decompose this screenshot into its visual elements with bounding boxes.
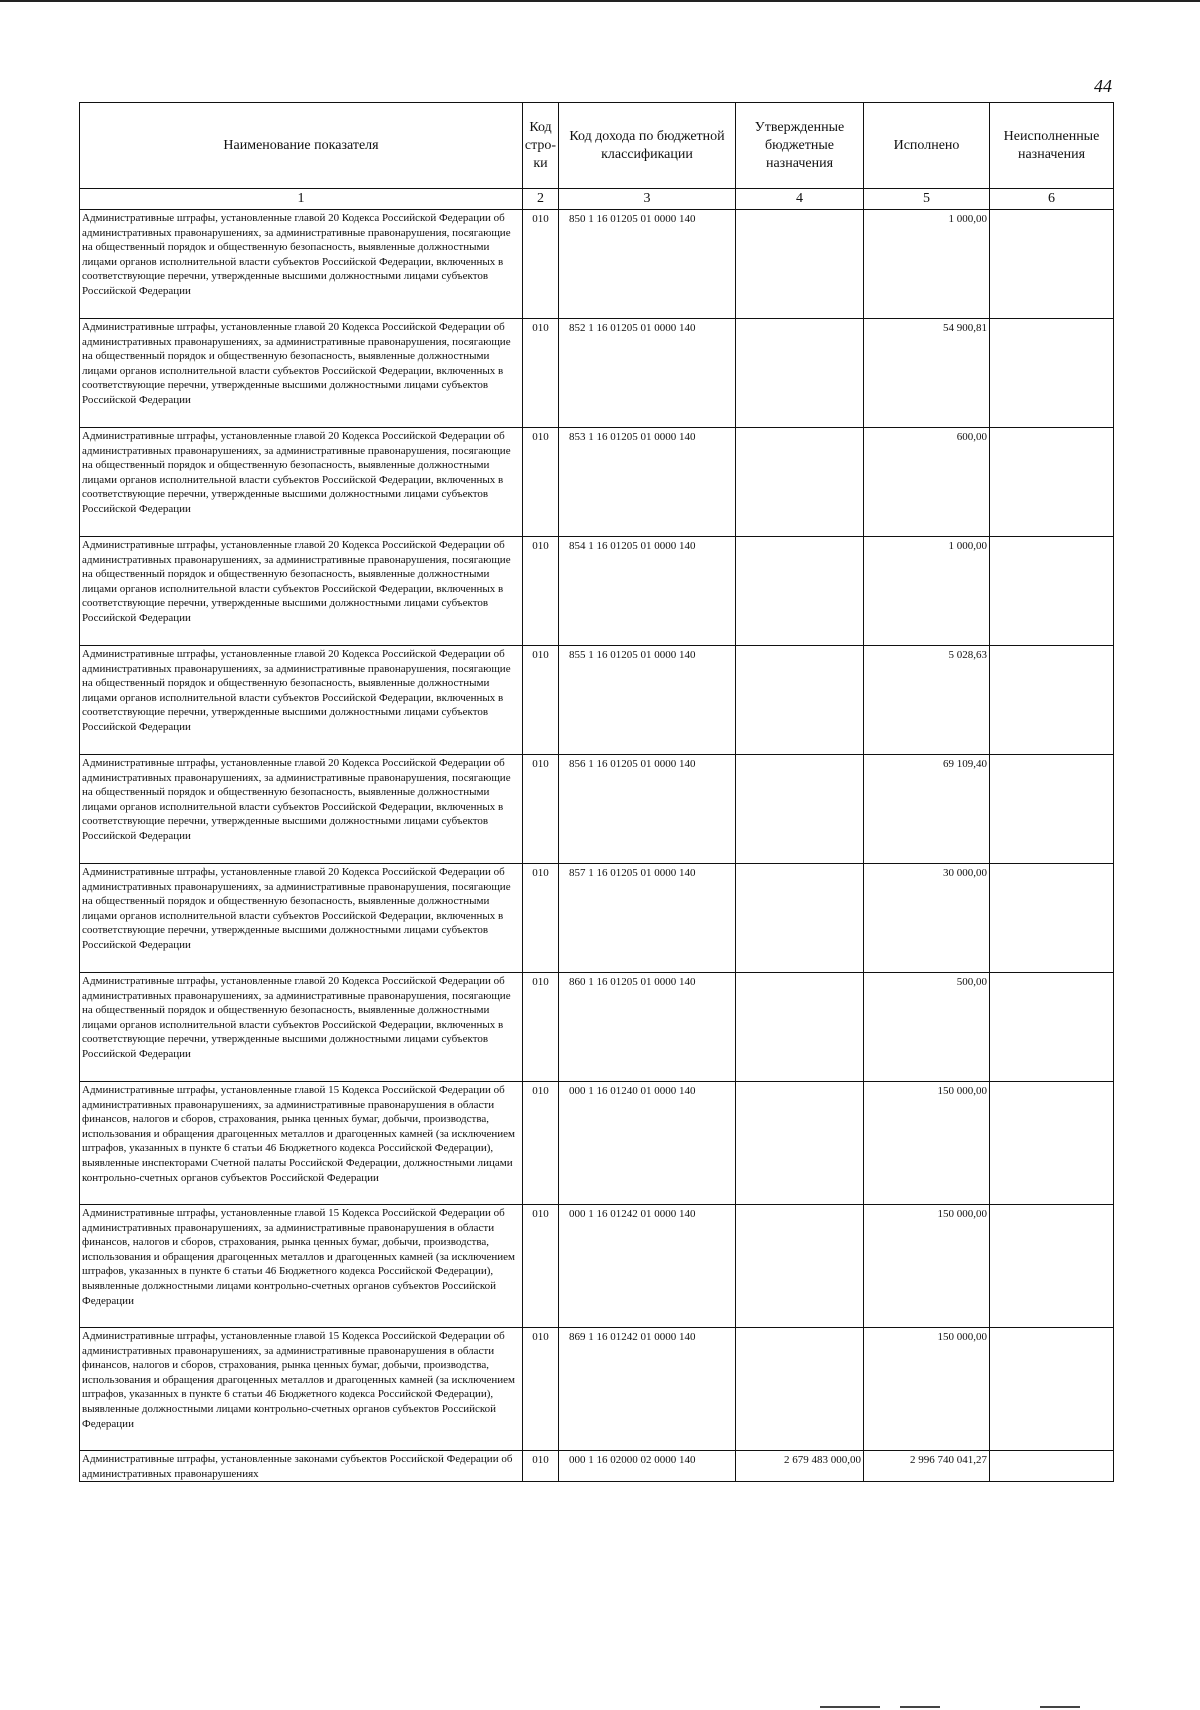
row-approved <box>736 210 864 319</box>
table-row <box>80 537 1114 646</box>
column-number: 5 <box>864 189 990 210</box>
row-income-code: 869 1 16 01242 01 0000 140 <box>559 1328 736 1451</box>
table-row <box>80 210 1114 319</box>
header-income-code: Код дохода по бюджетной классификации <box>559 103 736 189</box>
row-approved <box>736 755 864 864</box>
row-executed: 500,00 <box>864 973 990 1082</box>
table-row <box>80 428 1114 537</box>
table-row <box>80 755 1114 864</box>
row-executed: 69 109,40 <box>864 755 990 864</box>
row-code: 010 <box>523 537 559 646</box>
column-number-row <box>80 189 1114 210</box>
row-code: 010 <box>523 646 559 755</box>
row-code: 010 <box>523 1451 559 1482</box>
row-approved <box>736 864 864 973</box>
table-row <box>80 1451 1114 1482</box>
row-income-code: 855 1 16 01205 01 0000 140 <box>559 646 736 755</box>
row-name: Административные штрафы, установленные главой 20 Кодекса Российской Федерации об административных правонарушениях, за административные правонарушения, посягающие на общественный порядок и общественную безопасность, выявленные должностными лицами органов исполнительной власти субъектов Российской Федерации, включенных в соответствующие перечни, утвержденные высшими должностными лицами субъектов Российской Федерации <box>80 755 523 864</box>
header-name: Наименование показателя <box>80 103 523 189</box>
row-executed: 150 000,00 <box>864 1082 990 1205</box>
row-unexecuted <box>990 973 1114 1082</box>
row-unexecuted <box>990 1451 1114 1482</box>
row-unexecuted <box>990 537 1114 646</box>
row-approved <box>736 428 864 537</box>
row-unexecuted <box>990 319 1114 428</box>
row-income-code: 850 1 16 01205 01 0000 140 <box>559 210 736 319</box>
row-code: 010 <box>523 319 559 428</box>
row-executed: 2 996 740 041,27 <box>864 1451 990 1482</box>
table-row <box>80 864 1114 973</box>
row-unexecuted <box>990 1082 1114 1205</box>
row-executed: 54 900,81 <box>864 319 990 428</box>
row-unexecuted <box>990 864 1114 973</box>
row-approved <box>736 1328 864 1451</box>
scan-top-border <box>0 0 1200 2</box>
row-executed: 150 000,00 <box>864 1205 990 1328</box>
row-code: 010 <box>523 973 559 1082</box>
row-approved <box>736 646 864 755</box>
table-row <box>80 973 1114 1082</box>
row-approved <box>736 973 864 1082</box>
row-unexecuted <box>990 428 1114 537</box>
header-unexecuted: Неисполненные назначения <box>990 103 1114 189</box>
row-income-code: 000 1 16 01240 01 0000 140 <box>559 1082 736 1205</box>
income-table <box>79 102 1114 1482</box>
row-unexecuted <box>990 755 1114 864</box>
row-income-code: 856 1 16 01205 01 0000 140 <box>559 755 736 864</box>
table-row <box>80 646 1114 755</box>
row-income-code: 000 1 16 02000 02 0000 140 <box>559 1451 736 1482</box>
column-number: 4 <box>736 189 864 210</box>
row-code: 010 <box>523 1082 559 1205</box>
table-row <box>80 1328 1114 1451</box>
row-name: Административные штрафы, установленные главой 20 Кодекса Российской Федерации об административных правонарушениях, за административные правонарушения, посягающие на общественный порядок и общественную безопасность, выявленные должностными лицами органов исполнительной власти субъектов Российской Федерации, включенных в соответствующие перечни, утвержденные высшими должностными лицами субъектов Российской Федерации <box>80 646 523 755</box>
row-code: 010 <box>523 210 559 319</box>
row-code: 010 <box>523 755 559 864</box>
row-income-code: 000 1 16 01242 01 0000 140 <box>559 1205 736 1328</box>
row-executed: 1 000,00 <box>864 537 990 646</box>
column-number: 2 <box>523 189 559 210</box>
table-row <box>80 1082 1114 1205</box>
row-name: Административные штрафы, установленные главой 20 Кодекса Российской Федерации об административных правонарушениях, за административные правонарушения, посягающие на общественный порядок и общественную безопасность, выявленные должностными лицами органов исполнительной власти субъектов Российской Федерации, включенных в соответствующие перечни, утвержденные высшими должностными лицами субъектов Российской Федерации <box>80 537 523 646</box>
row-unexecuted <box>990 1205 1114 1328</box>
row-executed: 600,00 <box>864 428 990 537</box>
row-approved <box>736 1205 864 1328</box>
scan-bottom-marks <box>0 1700 1200 1710</box>
header-row <box>80 103 1114 189</box>
row-code: 010 <box>523 1328 559 1451</box>
table-row <box>80 1205 1114 1328</box>
row-name: Административные штрафы, установленные главой 20 Кодекса Российской Федерации об административных правонарушениях, за административные правонарушения, посягающие на общественный порядок и общественную безопасность, выявленные должностными лицами органов исполнительной власти субъектов Российской Федерации, включенных в соответствующие перечни, утвержденные высшими должностными лицами субъектов Российской Федерации <box>80 428 523 537</box>
column-number: 6 <box>990 189 1114 210</box>
header-line-code: Код стро-ки <box>523 103 559 189</box>
row-name: Административные штрафы, установленные главой 20 Кодекса Российской Федерации об административных правонарушениях, за административные правонарушения, посягающие на общественный порядок и общественную безопасность, выявленные должностными лицами органов исполнительной власти субъектов Российской Федерации, включенных в соответствующие перечни, утвержденные высшими должностными лицами субъектов Российской Федерации <box>80 864 523 973</box>
report-sheet <box>79 102 1114 1482</box>
row-name: Административные штрафы, установленные главой 15 Кодекса Российской Федерации об административных правонарушениях, за административные правонарушения в области финансов, налогов и сборов, страхования, рынка ценных бумаг, добычи, производства, использования и обращения драгоценных металлов и драгоценных камней (за исключением штрафов, указанных в пункте 6 статьи 46 Бюджетного кодекса Российской Федерации), выявленные инспекторами Счетной палаты Российской Федерации, должностными лицами контрольно-счетных органов субъектов Российской Федерации <box>80 1082 523 1205</box>
row-name: Административные штрафы, установленные главой 20 Кодекса Российской Федерации об административных правонарушениях, за административные правонарушения, посягающие на общественный порядок и общественную безопасность, выявленные должностными лицами органов исполнительной власти субъектов Российской Федерации, включенных в соответствующие перечни, утвержденные высшими должностными лицами субъектов Российской Федерации <box>80 973 523 1082</box>
row-approved <box>736 1082 864 1205</box>
row-executed: 30 000,00 <box>864 864 990 973</box>
header-executed: Исполнено <box>864 103 990 189</box>
row-executed: 5 028,63 <box>864 646 990 755</box>
row-name: Административные штрафы, установленные законами субъектов Российской Федерации об административных правонарушениях <box>80 1451 523 1482</box>
row-unexecuted <box>990 646 1114 755</box>
row-income-code: 857 1 16 01205 01 0000 140 <box>559 864 736 973</box>
header-approved: Утвержденные бюджетные назначения <box>736 103 864 189</box>
row-unexecuted <box>990 1328 1114 1451</box>
row-name: Административные штрафы, установленные главой 20 Кодекса Российской Федерации об административных правонарушениях, за административные правонарушения, посягающие на общественный порядок и общественную безопасность, выявленные должностными лицами органов исполнительной власти субъектов Российской Федерации, включенных в соответствующие перечни, утвержденные высшими должностными лицами субъектов Российской Федерации <box>80 210 523 319</box>
row-approved <box>736 319 864 428</box>
row-executed: 1 000,00 <box>864 210 990 319</box>
row-name: Административные штрафы, установленные главой 20 Кодекса Российской Федерации об административных правонарушениях, за административные правонарушения, посягающие на общественный порядок и общественную безопасность, выявленные должностными лицами органов исполнительной власти субъектов Российской Федерации, включенных в соответствующие перечни, утвержденные высшими должностными лицами субъектов Российской Федерации <box>80 319 523 428</box>
row-executed: 150 000,00 <box>864 1328 990 1451</box>
row-approved <box>736 537 864 646</box>
row-income-code: 854 1 16 01205 01 0000 140 <box>559 537 736 646</box>
row-approved: 2 679 483 000,00 <box>736 1451 864 1482</box>
column-number: 1 <box>80 189 523 210</box>
row-income-code: 853 1 16 01205 01 0000 140 <box>559 428 736 537</box>
row-code: 010 <box>523 864 559 973</box>
column-number: 3 <box>559 189 736 210</box>
row-name: Административные штрафы, установленные главой 15 Кодекса Российской Федерации об административных правонарушениях, за административные правонарушения в области финансов, налогов и сборов, страхования, рынка ценных бумаг, добычи, производства, использования и обращения драгоценных металлов и драгоценных камней (за исключением штрафов, указанных в пункте 6 статьи 46 Бюджетного кодекса Российской Федерации), выявленные должностными лицами контрольно-счетных органов субъектов Российской Федерации <box>80 1205 523 1328</box>
row-code: 010 <box>523 1205 559 1328</box>
table-row <box>80 319 1114 428</box>
row-unexecuted <box>990 210 1114 319</box>
page-number: 44 <box>1094 76 1112 96</box>
row-code: 010 <box>523 428 559 537</box>
row-income-code: 860 1 16 01205 01 0000 140 <box>559 973 736 1082</box>
row-name: Административные штрафы, установленные главой 15 Кодекса Российской Федерации об административных правонарушениях, за административные правонарушения в области финансов, налогов и сборов, страхования, рынка ценных бумаг, добычи, производства, использования и обращения драгоценных металлов и драгоценных камней (за исключением штрафов, указанных в пункте 6 статьи 46 Бюджетного кодекса Российской Федерации), выявленные должностными лицами контрольно-счетных органов субъектов Российской Федерации <box>80 1328 523 1451</box>
row-income-code: 852 1 16 01205 01 0000 140 <box>559 319 736 428</box>
